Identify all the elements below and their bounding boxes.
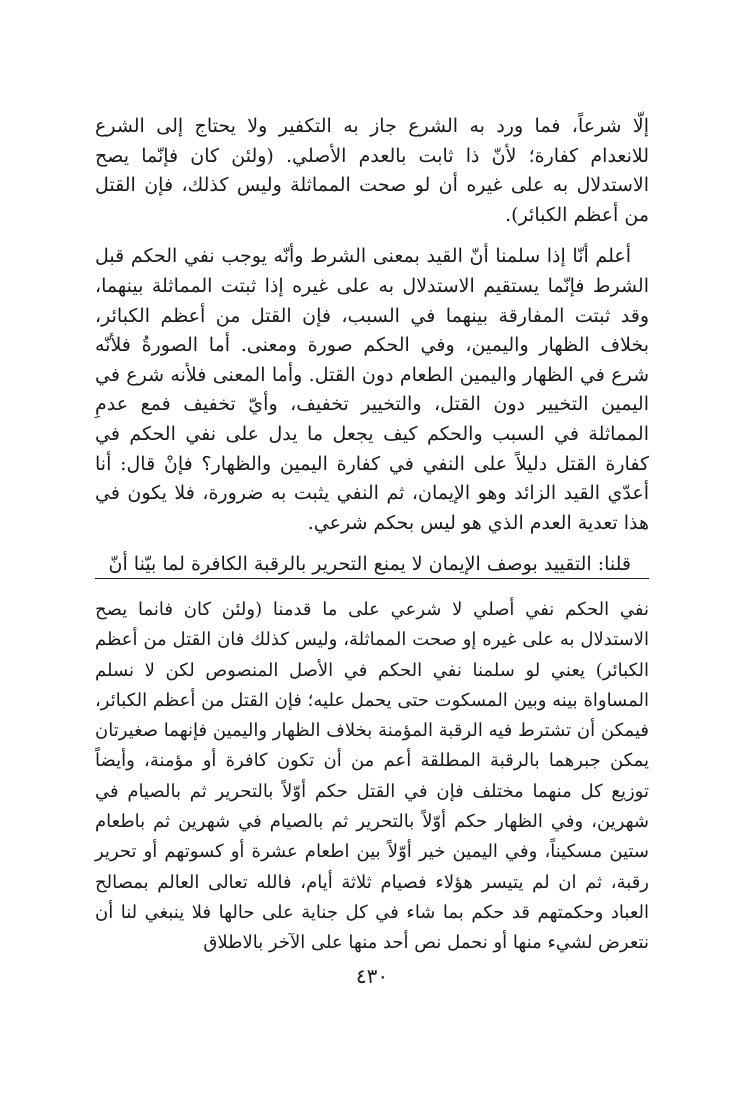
footnote-separator [95, 578, 649, 579]
footnote-block [95, 595, 649, 959]
footnote-text: نفي الحكم نفي أصلي لا شرعي على ما قدمنا (ولئن كان فانما يصح الاستدلال به على غيره إو صحت المماثلة، وليس كذلك فان القتل من أعظم الكبائر) يعني لو سلمنا نفي الحكم في الأصل المنصوص لكن لا نسلم المساواة بينه وبين المسكوت حتى يحمل عليه؛ فإن القتل من أعظم الكبائر، فيمكن أن تشترط فيه الرقبة المؤمنة بخلاف الظهار واليمين فإنهما صغيرتان يمكن جبرهما بالرقبة المطلقة أعم من أن تكون كافرة أو مؤمنة، وأيضاً توزيع كل منهما مختلف فإن في القتل حكم أوّلاً بالتحرير ثم بالصيام في شهرين، وفي الظهار حكم أوّلاً بالتحرير ثم بالصيام في شهرين ثم باطعام ستين مسكيناً، وفي اليمين خير أوّلاً بين اطعام عشرة أو كسوتهم أو تحرير رقبة، ثم ان لم يتيسر هؤلاء فصيام ثلاثة أيام، فالله تعالى العالم بمصالح العباد وحكمتهم قد حكم بما شاء في كل جناية على حالها فلا ينبغي لنا أن نتعرض لشيء منها أو نحمل نص أحد منها على الآخر بالاطلاق [95, 599, 649, 954]
page-number: ٤٣٠ [355, 964, 389, 988]
main-text-block [95, 112, 649, 580]
main-paragraph-2: أعلم أنّا إذا سلمنا أنّ القيد بمعنى الشرط وأنّه يوجب نفي الحكم قبل الشرط فإنّما يستقيم الاستدلال به على غيره إذا ثبتت المماثلة بينهما، وقد ثبتت المفارقة بينهما في السبب، فإن القتل من أعظم الكبائر، بخلاف الظهار واليمين، وفي الحكم صورة ومعنى. أما الصورةُ فلأنّه شرع في الظهار واليمين الطعام دون القتل. وأما المعنى فلأنه شرع في اليمين التخيير دون القتل، والتخيير تخفيف، وأيّ تخفيف فمع عدمِ المماثلة في السبب والحكم كيف يجعل ما يدل على نفي الحكم في كفارة القتل دليلاً على النفي في كفارة اليمين والظهار؟ فإنْ قال: أنا أعدّي القيد الزائد وهو الإيمان، ثم النفي يثبت به ضرورة، فلا يكون في هذا تعدية العدم الذي هو ليس بحكم شرعي. [95, 245, 649, 534]
main-paragraph-3: قلنا: التقييد بوصف الإيمان لا يمنع التحرير بالرقبة الكافرة لما بيّنا أنّ [108, 553, 631, 576]
main-paragraph-1: إلّا شرعاً، فما ورد به الشرع جاز به التكفير ولا يحتاج إلى الشرع للانعدام كفارة؛ لأنّ ذا ثابت بالعدم الأصلي. (ولئن كان فإنّما يصح الاستدلال به على غيره أن لو صحت المماثلة وليس كذلك، فإن القتل من أعظم الكبائر). [95, 115, 649, 226]
